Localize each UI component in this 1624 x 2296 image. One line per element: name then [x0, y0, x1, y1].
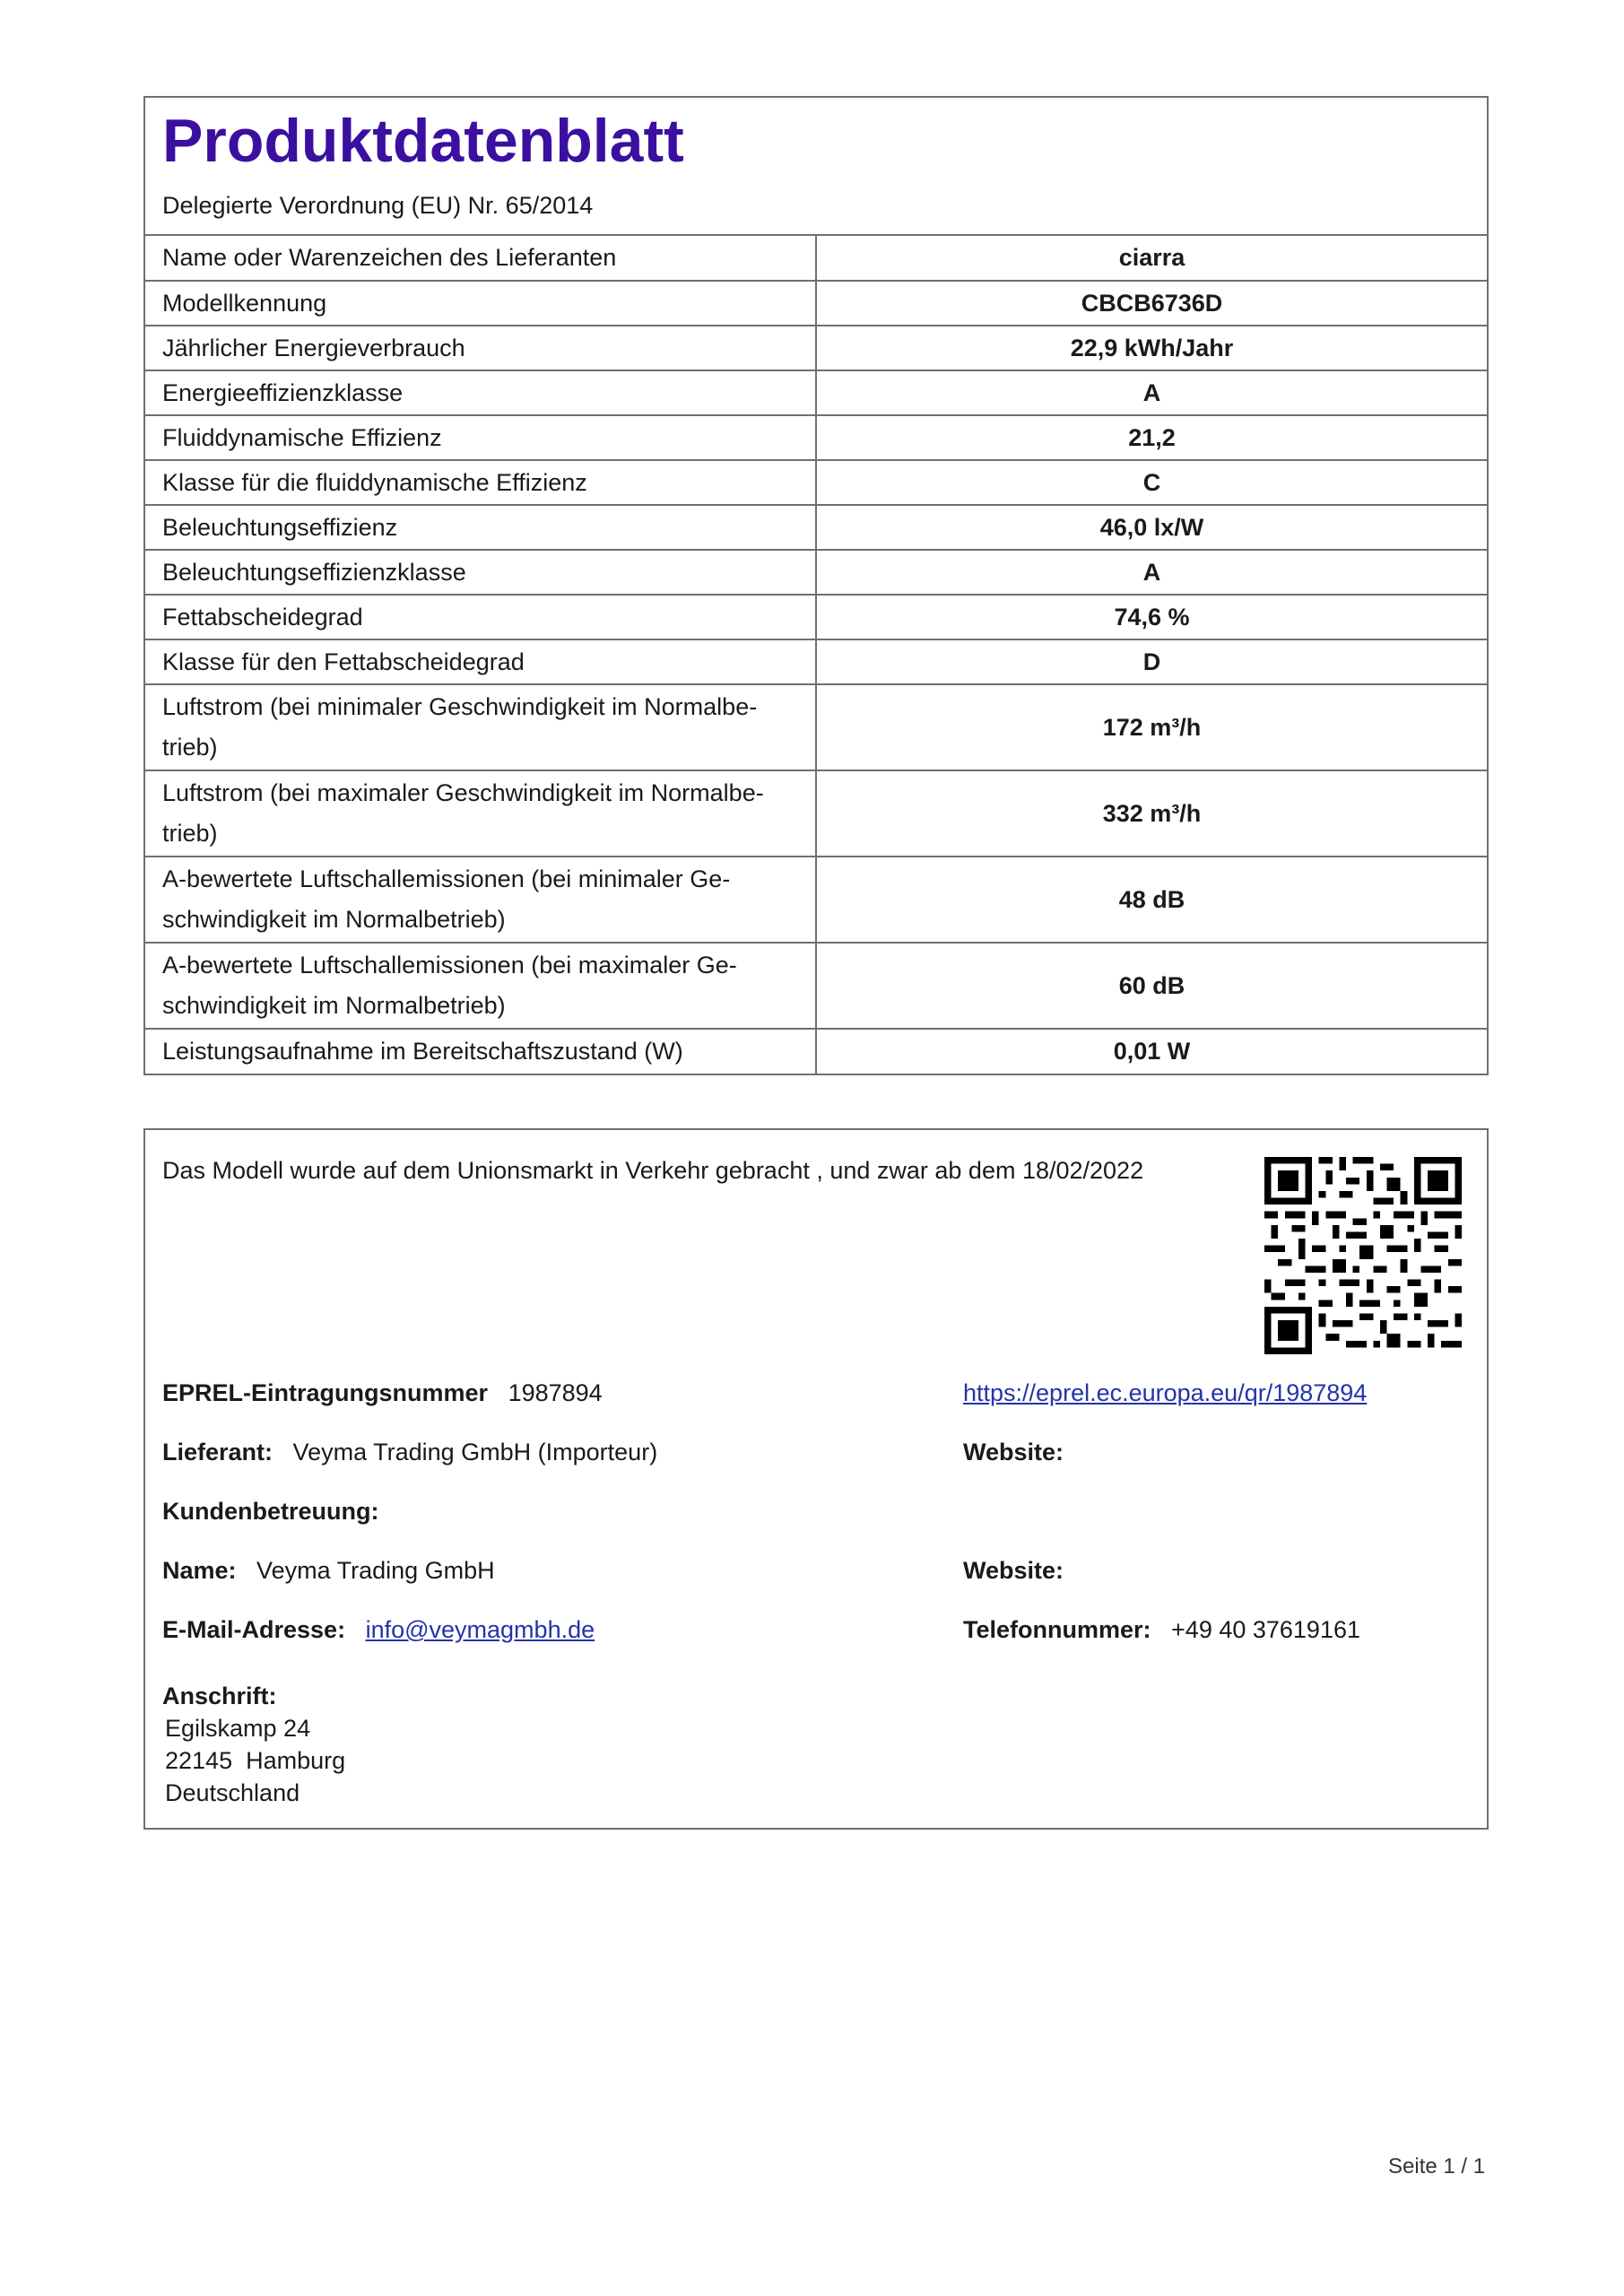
row-label: Jährlicher Energieverbrauch: [145, 326, 816, 370]
row-label: Name oder Warenzeichen des Lieferanten: [162, 244, 617, 271]
row-label: Beleuchtungseffizienzklasse: [145, 550, 816, 595]
eprel-label: EPREL-Eintragungsnummer: [162, 1379, 489, 1406]
row-label: Fettabscheidegrad: [145, 595, 816, 639]
row-value: 22,9 kWh/Jahr: [816, 326, 1487, 370]
product-data-sheet: [143, 96, 1489, 1075]
table-row: [145, 943, 1487, 1029]
row-value: 332 m³/h: [816, 770, 1487, 857]
row-label: Beleuchtungseffizienz: [145, 505, 816, 550]
phone-line: [963, 1616, 1360, 1644]
row-label-line: A-bewertete Luftschallemissionen (bei maximaler Ge-: [162, 952, 737, 978]
row-label: [145, 857, 816, 943]
email-link[interactable]: info@veymagmbh.de: [365, 1616, 595, 1643]
row-value: A: [816, 550, 1487, 595]
email-label: E-Mail-Adresse:: [162, 1616, 346, 1643]
row-label-line: A-bewertete Luftschallemissionen (bei minimaler Ge-: [162, 865, 731, 892]
address-line: Deutschland: [165, 1779, 300, 1806]
table-row: [145, 857, 1487, 943]
table-row: [145, 639, 1487, 684]
supplier-line: [162, 1439, 657, 1466]
email-line: [162, 1616, 595, 1644]
phone-value: +49 40 37619161: [1171, 1616, 1360, 1643]
website-label-2: Website:: [963, 1557, 1064, 1584]
row-label: Energieeffizienzklasse: [145, 370, 816, 415]
page-title: Produktdatenblatt: [162, 107, 684, 175]
row-label: Klasse für die fluiddynamische Effizienz: [145, 460, 816, 505]
row-label-line: trieb): [162, 820, 218, 847]
supplier-info-box: [143, 1128, 1489, 1830]
name-value: Veyma Trading GmbH: [256, 1557, 495, 1584]
row-label-line: schwindigkeit im Normalbetrieb): [162, 906, 506, 933]
row-label-line: Luftstrom (bei maximaler Geschwindigkeit im Normalbe-: [162, 779, 764, 806]
qr-code-icon: [1264, 1157, 1462, 1354]
table-row: [145, 505, 1487, 550]
supplier-label: Lieferant:: [162, 1439, 274, 1465]
name-label: Name:: [162, 1557, 237, 1584]
eprel-link[interactable]: https://eprel.ec.europa.eu/qr/1987894: [963, 1379, 1368, 1406]
row-value: C: [816, 460, 1487, 505]
address-line: 22145 Hamburg: [165, 1747, 346, 1774]
page-number: Seite 1 / 1: [1388, 2154, 1486, 2179]
row-label: Modellkennung: [145, 281, 816, 326]
row-value: D: [816, 639, 1487, 684]
address-line: Egilskamp 24: [165, 1715, 311, 1742]
row-value: CBCB6736D: [816, 281, 1487, 326]
table-row: [145, 370, 1487, 415]
row-label: Fluiddynamische Effizienz: [145, 415, 816, 460]
row-label: [145, 770, 816, 857]
row-label: [145, 684, 816, 770]
eprel-number: 1987894: [508, 1379, 603, 1406]
website-label: Website:: [963, 1439, 1064, 1465]
table-row: [145, 460, 1487, 505]
row-value: 74,6 %: [816, 595, 1487, 639]
row-value: A: [816, 370, 1487, 415]
sheet-header: [145, 98, 1487, 236]
table-row: [145, 236, 1487, 281]
row-label: [145, 943, 816, 1029]
table-row: [145, 684, 1487, 770]
table-row: [145, 550, 1487, 595]
table-row: [145, 281, 1487, 326]
market-date-text: Das Modell wurde auf dem Unionsmarkt in Verkehr gebracht , und zwar ab dem 18/02/2022: [162, 1157, 1144, 1184]
table-row: [145, 595, 1487, 639]
name-line: [162, 1557, 495, 1585]
row-value: 172 m³/h: [816, 684, 1487, 770]
row-label: Klasse für den Fettabscheidegrad: [145, 639, 816, 684]
row-label-line: Luftstrom (bei minimaler Geschwindigkeit im Normalbe-: [162, 693, 758, 720]
customer-support-label: Kundenbetreuung:: [162, 1498, 379, 1525]
product-data-table: [145, 236, 1487, 1074]
row-value: 0,01 W: [816, 1029, 1487, 1074]
regulation-subtitle: Delegierte Verordnung (EU) Nr. 65/2014: [162, 192, 594, 219]
table-row: [145, 1029, 1487, 1074]
row-value: ciarra: [816, 236, 1487, 281]
eprel-line: [162, 1379, 603, 1407]
row-value: 21,2: [816, 415, 1487, 460]
row-value: 60 dB: [816, 943, 1487, 1029]
row-value: 46,0 lx/W: [816, 505, 1487, 550]
row-label-line: trieb): [162, 734, 218, 761]
table-row: [145, 326, 1487, 370]
phone-label: Telefonnummer:: [963, 1616, 1151, 1643]
supplier-value: Veyma Trading GmbH (Importeur): [292, 1439, 658, 1465]
table-row: [145, 415, 1487, 460]
row-label-line: schwindigkeit im Normalbetrieb): [162, 992, 506, 1019]
table-row: [145, 770, 1487, 857]
row-value: 48 dB: [816, 857, 1487, 943]
address-label: Anschrift:: [162, 1683, 277, 1709]
row-label: Leistungsaufnahme im Bereitschaftszustand (W): [145, 1029, 816, 1074]
